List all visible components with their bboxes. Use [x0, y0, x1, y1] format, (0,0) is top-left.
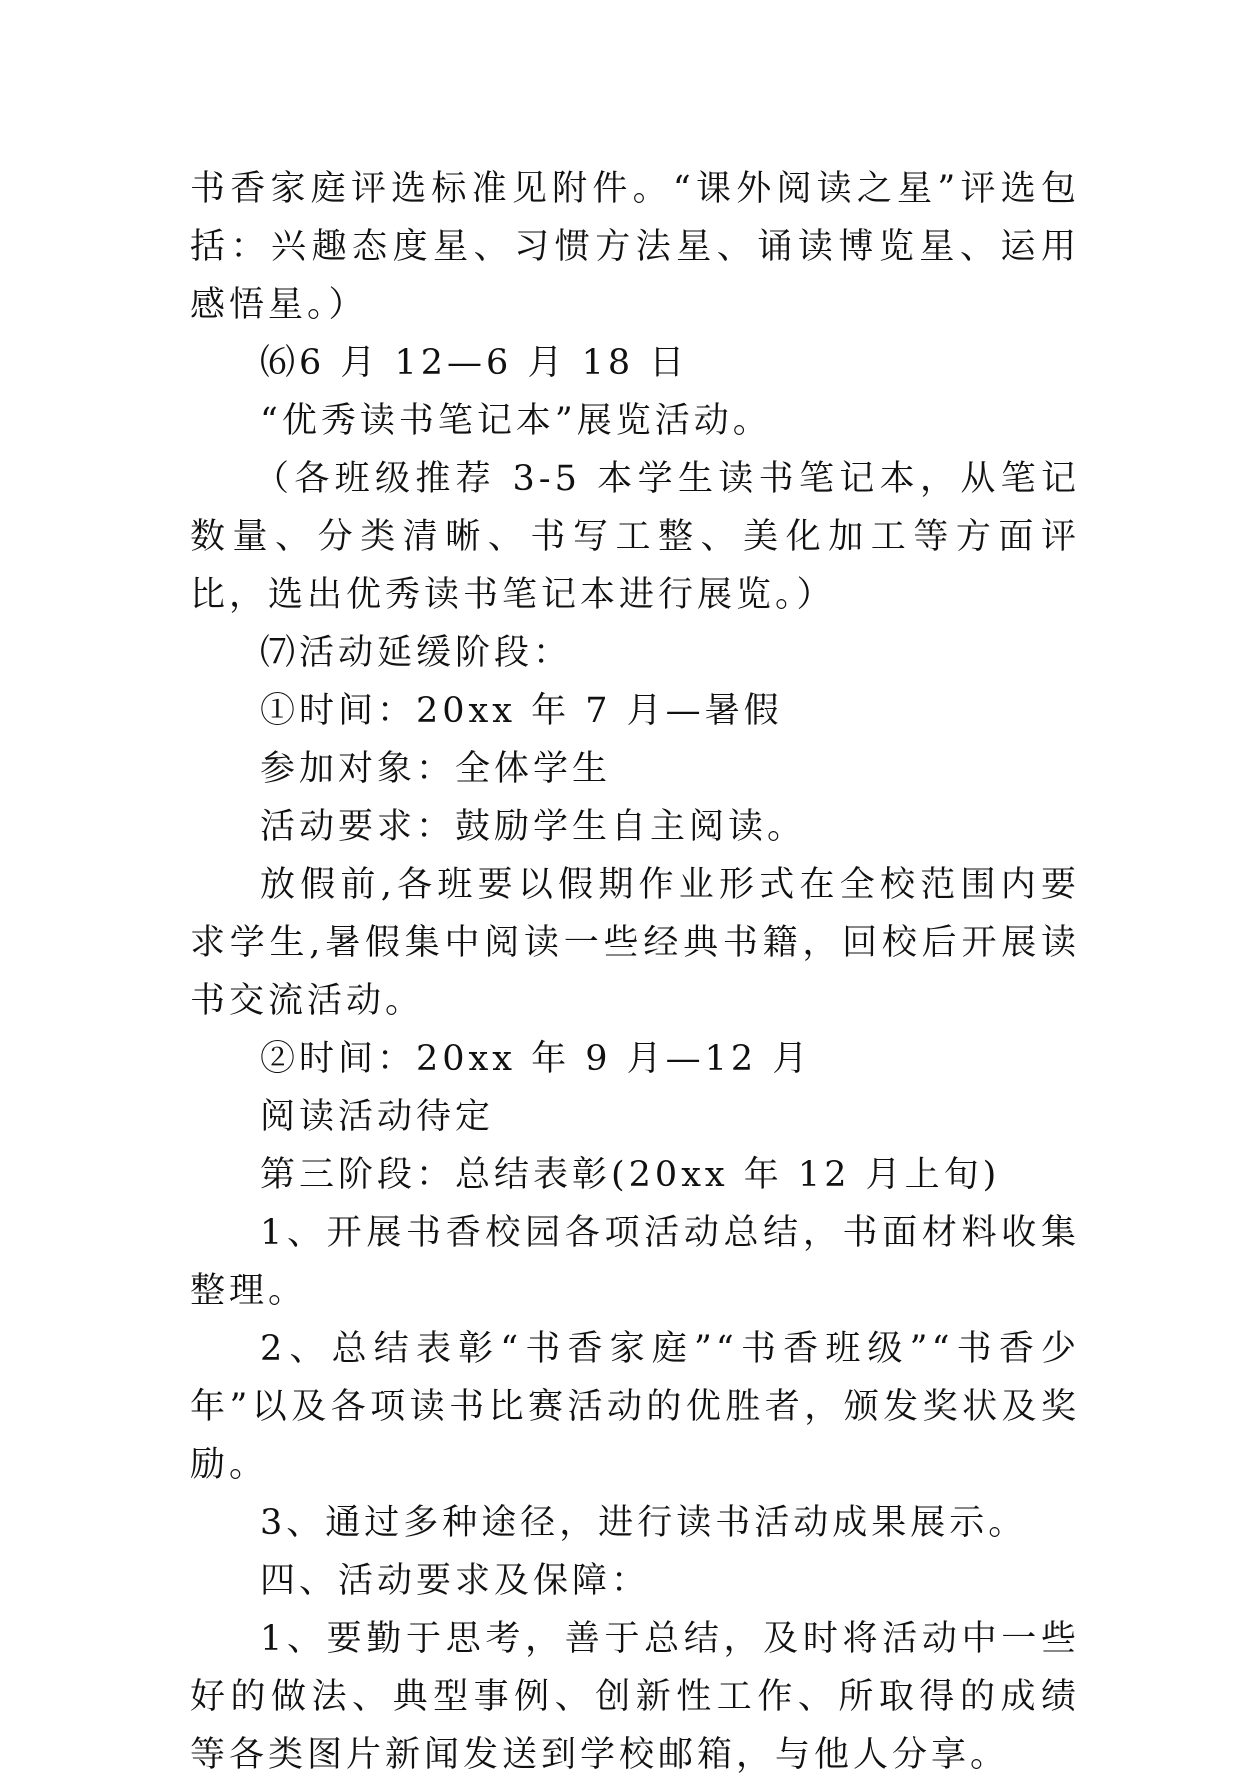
paragraph-date-item-6: ⑹6 月 12—6 月 18 日 [260, 343, 689, 383]
section-heading-requirements: 四、活动要求及保障： [260, 1561, 651, 1601]
document-body [190, 160, 1080, 1784]
paragraph-requirements: 活动要求：鼓励学生自主阅读。 [260, 807, 807, 847]
paragraph-time-2: ②时间：20xx 年 9 月—12 月 [260, 1039, 812, 1079]
paragraph-requirement-1: 1、要勤于思考，善于总结，及时将活动中一些好的做法、典型事例、创新性工作、所取得的成绩等各类图片新闻发送到学校邮箱，与他人分享。 [190, 1619, 1080, 1775]
paragraph-summary-3: 3、通过多种途径，进行读书活动成果展示。 [260, 1503, 1028, 1543]
paragraph-time-1: ①时间：20xx 年 7 月—暑假 [260, 691, 783, 731]
paragraph-activity-tbd: 阅读活动待定 [260, 1097, 495, 1137]
paragraph-continued: 书香家庭评选标准见附件。“课外阅读之星”评选包括：兴趣态度星、习惯方法星、诵读博览星、运用感悟星。） [190, 169, 1080, 325]
paragraph-stage-three: 第三阶段：总结表彰(20xx 年 12 月上旬) [260, 1155, 1001, 1195]
paragraph-extension-stage: ⑺活动延缓阶段： [260, 633, 573, 673]
paragraph-notebook-details: （各班级推荐 3-5 本学生读书笔记本，从笔记数量、分类清晰、书写工整、美化加工等方面评比，选出优秀读书笔记本进行展览。） [190, 459, 1080, 615]
paragraph-holiday-reading: 放假前,各班要以假期作业形式在全校范围内要求学生,暑假集中阅读一些经典书籍，回校后开展读书交流活动。 [190, 865, 1080, 1021]
paragraph-summary-2: 2、总结表彰“书香家庭”“书香班级”“书香少年”以及各项读书比赛活动的优胜者，颁发奖状及奖励。 [190, 1329, 1080, 1485]
paragraph-participants: 参加对象：全体学生 [260, 749, 612, 789]
paragraph-summary-1: 1、开展书香校园各项活动总结，书面材料收集整理。 [190, 1213, 1080, 1311]
paragraph-notebook-exhibition: “优秀读书笔记本”展览活动。 [260, 401, 772, 441]
